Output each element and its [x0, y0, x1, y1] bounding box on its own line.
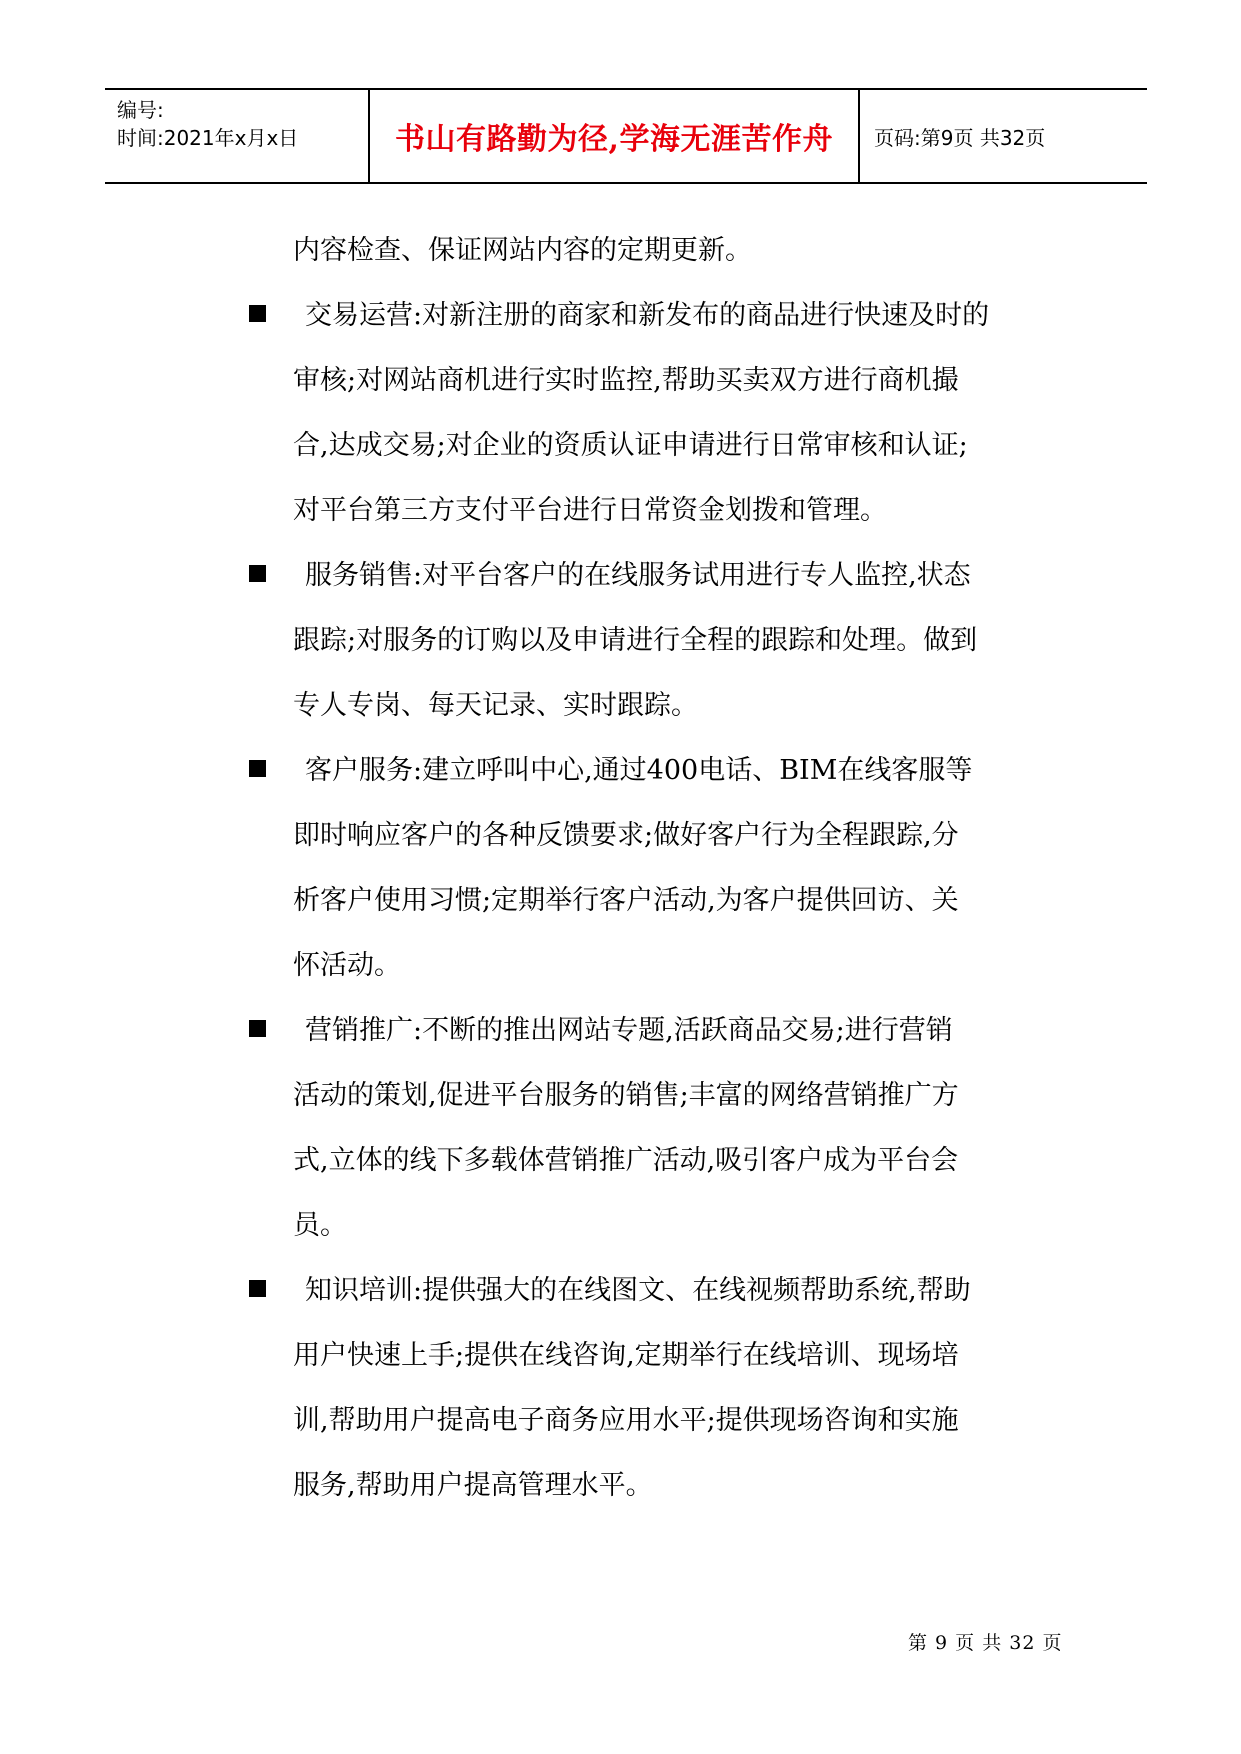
item-line: 即时响应客户的各种反馈要求;做好客户行为全程跟踪,分 [293, 820, 959, 851]
item-line: 跟踪;对服务的订购以及申请进行全程的跟踪和处理。做到 [293, 625, 978, 656]
intro-paragraph [0, 218, 1241, 283]
item-line: 营销推广:不断的推出网站专题,活跃商品交易;进行营销 [305, 1015, 953, 1046]
page-header [105, 88, 1147, 184]
item-line: 客户服务:建立呼叫中心,通过400电话、BIM在线客服等 [305, 755, 973, 786]
item-line: 员。 [293, 1210, 347, 1241]
square-bullet-icon [249, 565, 266, 582]
item-line: 服务,帮助用户提高管理水平。 [293, 1470, 653, 1501]
item-line: 知识培训:提供强大的在线图文、在线视频帮助系统,帮助 [305, 1275, 971, 1306]
square-bullet-icon [249, 760, 266, 777]
page-footer: 第 9 页 共 32 页 [908, 1632, 1063, 1654]
item-line: 合,达成交易;对企业的资质认证申请进行日常审核和认证; [293, 430, 968, 461]
item-line: 对平台第三方支付平台进行日常资金划拨和管理。 [293, 495, 887, 526]
item-line: 怀活动。 [293, 950, 401, 981]
document-body [0, 218, 1241, 1518]
time-label: 时间:2021年x月x日 [117, 126, 299, 150]
item-line: 交易运营:对新注册的商家和新发布的商品进行快速及时的 [305, 300, 990, 331]
item-line: 审核;对网站商机进行实时监控,帮助买卖双方进行商机撮 [293, 365, 959, 396]
serial-label: 编号: [117, 98, 164, 122]
item-line: 活动的策划,促进平台服务的销售;丰富的网络营销推广方 [293, 1080, 959, 1111]
list-item-trade-operations [0, 283, 1241, 543]
square-bullet-icon [249, 305, 266, 322]
list-item-customer-service [0, 738, 1241, 998]
item-line: 专人专岗、每天记录、实时跟踪。 [293, 690, 698, 721]
item-line: 析客户使用习惯;定期举行客户活动,为客户提供回访、关 [293, 885, 959, 916]
list-item-service-sales [0, 543, 1241, 738]
intro-line: 内容检查、保证网站内容的定期更新。 [293, 235, 752, 266]
header-meta [105, 90, 370, 182]
item-line: 训,帮助用户提高电子商务应用水平;提供现场咨询和实施 [293, 1405, 959, 1436]
header-page-code: 页码:第9页 共32页 [874, 125, 1046, 150]
item-line: 式,立体的线下多载体营销推广活动,吸引客户成为平台会 [293, 1145, 959, 1176]
list-item-training [0, 1258, 1241, 1518]
header-motto: 书山有路勤为径,学海无涯苦作舟 [370, 90, 860, 182]
item-line: 服务销售:对平台客户的在线服务试用进行专人监控,状态 [305, 560, 971, 591]
square-bullet-icon [249, 1020, 266, 1037]
square-bullet-icon [249, 1280, 266, 1297]
list-item-marketing [0, 998, 1241, 1258]
item-line: 用户快速上手;提供在线咨询,定期举行在线培训、现场培 [293, 1340, 959, 1371]
